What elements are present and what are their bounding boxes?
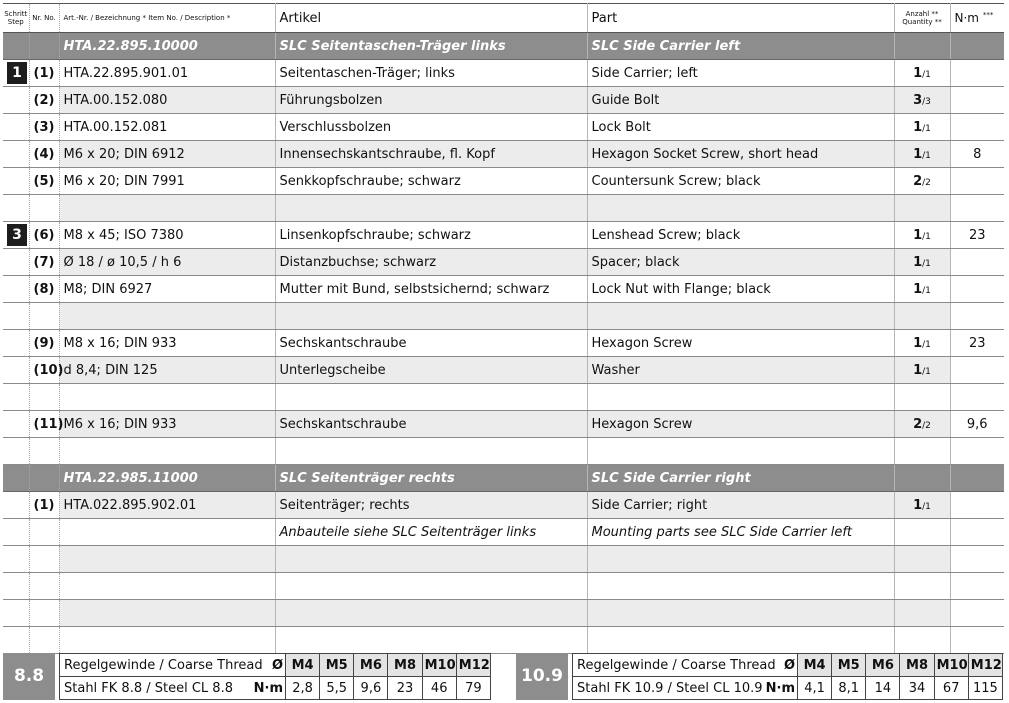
item-number: M6 x 20; DIN 6912	[59, 141, 275, 168]
size-m5: M5	[832, 654, 866, 677]
torque-m12: 115	[968, 677, 1002, 700]
artikel-de: Unterlegscheibe	[275, 357, 587, 384]
artikel-de: Innensechskantschraube, fl. Kopf	[275, 141, 587, 168]
quantity-value: 1	[913, 362, 923, 378]
empty-row	[3, 600, 1004, 627]
torque-m8: 23	[388, 677, 422, 700]
part-row	[3, 411, 1004, 438]
part-row	[3, 249, 1004, 276]
part-en	[587, 303, 894, 330]
item-number	[59, 546, 275, 573]
empty-row	[3, 573, 1004, 600]
part-en	[587, 546, 894, 573]
artikel-de	[275, 627, 587, 654]
step-cell	[3, 303, 29, 330]
empty-row	[3, 303, 1004, 330]
part-row	[3, 492, 1004, 519]
torque-table-10-9	[516, 653, 1004, 700]
quantity-cell	[894, 546, 950, 573]
header-no: Nr. No.	[29, 4, 59, 33]
step-cell	[3, 33, 29, 60]
torque-m5: 8,1	[832, 677, 866, 700]
artikel-de	[275, 600, 587, 627]
quantity-cell	[894, 114, 950, 141]
position-number	[29, 384, 59, 411]
position-number: (7)	[29, 249, 59, 276]
step-cell	[3, 627, 29, 654]
step-cell	[3, 438, 29, 465]
size-m4: M4	[286, 654, 320, 677]
step-cell	[3, 465, 29, 492]
quantity-value: 1	[913, 497, 923, 513]
quantity-cell	[894, 573, 950, 600]
quantity-cell	[894, 222, 950, 249]
part-en: Side Carrier; right	[587, 492, 894, 519]
torque-value	[950, 492, 1004, 519]
quantity-cell	[894, 384, 950, 411]
quantity-cell	[894, 303, 950, 330]
position-number	[29, 438, 59, 465]
quantity-value: 3	[913, 92, 923, 108]
quantity-total: /1	[922, 69, 931, 80]
step-cell	[3, 114, 29, 141]
item-number: Ø 18 / ø 10,5 / h 6	[59, 249, 275, 276]
torque-value	[950, 249, 1004, 276]
steel-label	[573, 677, 798, 700]
group-item-no: HTA.22.895.10000	[59, 33, 275, 60]
header-torque	[950, 4, 1004, 33]
quantity-cell	[894, 195, 950, 222]
part-en: Countersunk Screw; black	[587, 168, 894, 195]
part-en: Lock Nut with Flange; black	[587, 276, 894, 303]
position-number	[29, 600, 59, 627]
quantity-total: /1	[922, 123, 931, 134]
position-number: (3)	[29, 114, 59, 141]
quantity-cell	[894, 87, 950, 114]
position-number: (4)	[29, 141, 59, 168]
torque-cell	[950, 465, 1004, 492]
part-en	[587, 384, 894, 411]
quantity-total: /1	[922, 501, 931, 512]
grade-badge: 8.8	[3, 653, 55, 700]
header-torque-unit: N·m	[954, 11, 979, 25]
position-number: (11)	[29, 411, 59, 438]
position-number	[29, 195, 59, 222]
quantity-cell	[894, 492, 950, 519]
step-cell	[3, 573, 29, 600]
part-row	[3, 87, 1004, 114]
torque-value: 8	[950, 141, 1004, 168]
thread-label-text: Regelgewinde / Coarse Thread	[577, 657, 776, 673]
torque-value	[950, 276, 1004, 303]
quantity-value: 1	[913, 65, 923, 81]
quantity-value: 1	[913, 281, 923, 297]
item-number	[59, 195, 275, 222]
position-number: (2)	[29, 87, 59, 114]
quantity-cell	[894, 519, 950, 546]
item-number	[59, 600, 275, 627]
part-en	[587, 600, 894, 627]
step-number-badge: 1	[7, 62, 27, 84]
item-number: HTA.22.895.901.01	[59, 60, 275, 87]
torque-grid	[59, 653, 491, 700]
empty-row	[3, 546, 1004, 573]
artikel-de	[275, 546, 587, 573]
header-torque-note: ***	[982, 11, 994, 19]
assembly-group-row	[3, 33, 1004, 60]
group-item-no: HTA.22.985.11000	[59, 465, 275, 492]
header-quantity: Anzahl ** Quantity **	[894, 4, 950, 33]
step-cell	[3, 384, 29, 411]
artikel-de: Mutter mit Bund, selbstsichernd; schwarz	[275, 276, 587, 303]
artikel-de: Anbauteile siehe SLC Seitenträger links	[275, 519, 587, 546]
quantity-cell	[894, 168, 950, 195]
item-number: HTA.00.152.080	[59, 87, 275, 114]
quantity-value: 1	[913, 227, 923, 243]
size-m12: M12	[456, 654, 490, 677]
size-m8: M8	[388, 654, 422, 677]
part-en	[587, 627, 894, 654]
torque-unit: N·m	[253, 680, 283, 696]
torque-unit: N·m	[765, 680, 795, 696]
step-cell	[3, 330, 29, 357]
part-en: Mounting parts see SLC Side Carrier left	[587, 519, 894, 546]
header-step: Schritt Step	[3, 4, 29, 33]
part-row	[3, 141, 1004, 168]
diameter-symbol: Ø	[271, 657, 283, 673]
position-number	[29, 303, 59, 330]
torque-m6: 14	[866, 677, 900, 700]
torque-value: 23	[950, 222, 1004, 249]
quantity-total: /3	[922, 96, 931, 107]
thread-label	[60, 654, 286, 677]
quantity-total: /1	[922, 150, 931, 161]
step-cell	[3, 276, 29, 303]
torque-m5: 5,5	[320, 677, 354, 700]
artikel-de	[275, 573, 587, 600]
step-cell	[3, 249, 29, 276]
quantity-value: 1	[913, 146, 923, 162]
step-cell	[3, 519, 29, 546]
empty-row	[3, 384, 1004, 411]
parts-sheet	[3, 3, 1004, 700]
header-part: Part	[587, 4, 894, 33]
torque-cell	[950, 33, 1004, 60]
torque-value	[950, 573, 1004, 600]
part-en: Hexagon Screw	[587, 330, 894, 357]
position-number: (1)	[29, 60, 59, 87]
position-number: (9)	[29, 330, 59, 357]
part-row	[3, 276, 1004, 303]
torque-value	[950, 438, 1004, 465]
part-row	[3, 519, 1004, 546]
part-row	[3, 114, 1004, 141]
steel-label-text: Stahl FK 10.9 / Steel CL 10.9	[577, 680, 763, 696]
size-m5: M5	[320, 654, 354, 677]
torque-value	[950, 384, 1004, 411]
step-number-badge: 3	[7, 224, 27, 246]
artikel-de: Verschlussbolzen	[275, 114, 587, 141]
thread-label	[573, 654, 798, 677]
torque-m12: 79	[456, 677, 490, 700]
step-cell	[3, 222, 29, 249]
artikel-de	[275, 384, 587, 411]
part-en: Side Carrier; left	[587, 60, 894, 87]
group-title-de: SLC Seitentaschen-Träger links	[275, 33, 587, 60]
quantity-total: /2	[922, 177, 931, 188]
group-title-en: SLC Side Carrier left	[587, 33, 894, 60]
quantity-value: 2	[913, 416, 923, 432]
part-en: Spacer; black	[587, 249, 894, 276]
part-en: Lenshead Screw; black	[587, 222, 894, 249]
artikel-de: Senkkopfschraube; schwarz	[275, 168, 587, 195]
quantity-value: 2	[913, 173, 923, 189]
empty-row	[3, 195, 1004, 222]
thread-label-text: Regelgewinde / Coarse Thread	[64, 657, 263, 673]
quantity-total: /1	[922, 366, 931, 377]
size-m10: M10	[934, 654, 968, 677]
torque-value	[950, 600, 1004, 627]
quantity-value: 1	[913, 119, 923, 135]
torque-value	[950, 114, 1004, 141]
torque-value	[950, 627, 1004, 654]
step-cell	[3, 492, 29, 519]
quantity-value: 1	[913, 254, 923, 270]
size-m12: M12	[968, 654, 1002, 677]
torque-m6: 9,6	[354, 677, 388, 700]
artikel-de: Sechskantschraube	[275, 411, 587, 438]
torque-table-8-8	[3, 653, 495, 700]
position-number	[29, 627, 59, 654]
torque-value	[950, 546, 1004, 573]
empty-row	[3, 438, 1004, 465]
torque-value	[950, 87, 1004, 114]
artikel-de: Führungsbolzen	[275, 87, 587, 114]
quantity-cell	[894, 411, 950, 438]
torque-m8: 34	[900, 677, 934, 700]
size-m6: M6	[354, 654, 388, 677]
artikel-de: Distanzbuchse; schwarz	[275, 249, 587, 276]
size-m8: M8	[900, 654, 934, 677]
item-number	[59, 303, 275, 330]
quantity-total: /1	[922, 339, 931, 350]
torque-value	[950, 168, 1004, 195]
item-number: HTA.022.895.902.01	[59, 492, 275, 519]
torque-m4: 4,1	[798, 677, 832, 700]
table-header	[3, 4, 1004, 33]
torque-value	[950, 357, 1004, 384]
quantity-cell	[894, 60, 950, 87]
quantity-total: /1	[922, 231, 931, 242]
part-en	[587, 438, 894, 465]
position-number	[29, 546, 59, 573]
torque-value	[950, 195, 1004, 222]
step-cell	[3, 168, 29, 195]
item-number: M6 x 20; DIN 7991	[59, 168, 275, 195]
quantity-value: 1	[913, 335, 923, 351]
step-cell	[3, 195, 29, 222]
item-number: d 8,4; DIN 125	[59, 357, 275, 384]
position-number: (5)	[29, 168, 59, 195]
artikel-de: Seitentaschen-Träger; links	[275, 60, 587, 87]
item-number	[59, 573, 275, 600]
artikel-de	[275, 195, 587, 222]
item-number: M8 x 16; DIN 933	[59, 330, 275, 357]
quantity-cell	[894, 276, 950, 303]
part-row	[3, 60, 1004, 87]
part-en	[587, 573, 894, 600]
diameter-symbol: Ø	[783, 657, 795, 673]
steel-label	[60, 677, 286, 700]
item-number	[59, 384, 275, 411]
part-en: Guide Bolt	[587, 87, 894, 114]
item-number: HTA.00.152.081	[59, 114, 275, 141]
size-m4: M4	[798, 654, 832, 677]
torque-grid	[572, 653, 1003, 700]
step-cell	[3, 141, 29, 168]
size-m6: M6	[866, 654, 900, 677]
torque-value: 9,6	[950, 411, 1004, 438]
qty-cell	[894, 465, 950, 492]
item-number: M8; DIN 6927	[59, 276, 275, 303]
part-en: Lock Bolt	[587, 114, 894, 141]
quantity-total: /1	[922, 258, 931, 269]
item-number: M8 x 45; ISO 7380	[59, 222, 275, 249]
step-cell	[3, 357, 29, 384]
quantity-cell	[894, 438, 950, 465]
position-number	[29, 519, 59, 546]
quantity-cell	[894, 249, 950, 276]
qty-cell	[894, 33, 950, 60]
position-number: (8)	[29, 276, 59, 303]
torque-value	[950, 60, 1004, 87]
quantity-cell	[894, 357, 950, 384]
torque-value	[950, 303, 1004, 330]
part-en	[587, 195, 894, 222]
part-row	[3, 222, 1004, 249]
item-number	[59, 627, 275, 654]
group-title-en: SLC Side Carrier right	[587, 465, 894, 492]
quantity-cell	[894, 627, 950, 654]
item-number	[59, 438, 275, 465]
step-cell	[3, 546, 29, 573]
empty-row	[3, 627, 1004, 654]
position-number	[29, 573, 59, 600]
step-cell	[3, 87, 29, 114]
position-number: (6)	[29, 222, 59, 249]
torque-value: 23	[950, 330, 1004, 357]
step-cell	[3, 60, 29, 87]
quantity-cell	[894, 330, 950, 357]
parts-table	[3, 3, 1004, 654]
step-cell	[3, 600, 29, 627]
artikel-de	[275, 438, 587, 465]
artikel-de: Sechskantschraube	[275, 330, 587, 357]
part-en: Hexagon Screw	[587, 411, 894, 438]
artikel-de	[275, 303, 587, 330]
item-number: M6 x 16; DIN 933	[59, 411, 275, 438]
group-title-de: SLC Seitenträger rechts	[275, 465, 587, 492]
artikel-de: Linsenkopfschraube; schwarz	[275, 222, 587, 249]
torque-value	[950, 519, 1004, 546]
torque-m4: 2,8	[286, 677, 320, 700]
position-number: (1)	[29, 492, 59, 519]
artikel-de: Seitenträger; rechts	[275, 492, 587, 519]
position-number: (10)	[29, 357, 59, 384]
part-row	[3, 168, 1004, 195]
grade-badge: 10.9	[516, 653, 568, 700]
item-number	[59, 519, 275, 546]
header-item-no: Art.-Nr. / Bezeichnung * Item No. / Description *	[59, 4, 275, 33]
quantity-total: /2	[922, 420, 931, 431]
quantity-cell	[894, 141, 950, 168]
torque-m10: 46	[422, 677, 456, 700]
no-cell	[29, 33, 59, 60]
part-row	[3, 330, 1004, 357]
torque-m10: 67	[934, 677, 968, 700]
no-cell	[29, 465, 59, 492]
step-cell	[3, 411, 29, 438]
steel-label-text: Stahl FK 8.8 / Steel CL 8.8	[64, 680, 233, 696]
part-row	[3, 357, 1004, 384]
quantity-total: /1	[922, 285, 931, 296]
part-en: Hexagon Socket Screw, short head	[587, 141, 894, 168]
part-en: Washer	[587, 357, 894, 384]
size-m10: M10	[422, 654, 456, 677]
header-artikel: Artikel	[275, 4, 587, 33]
assembly-group-row	[3, 465, 1004, 492]
quantity-cell	[894, 600, 950, 627]
